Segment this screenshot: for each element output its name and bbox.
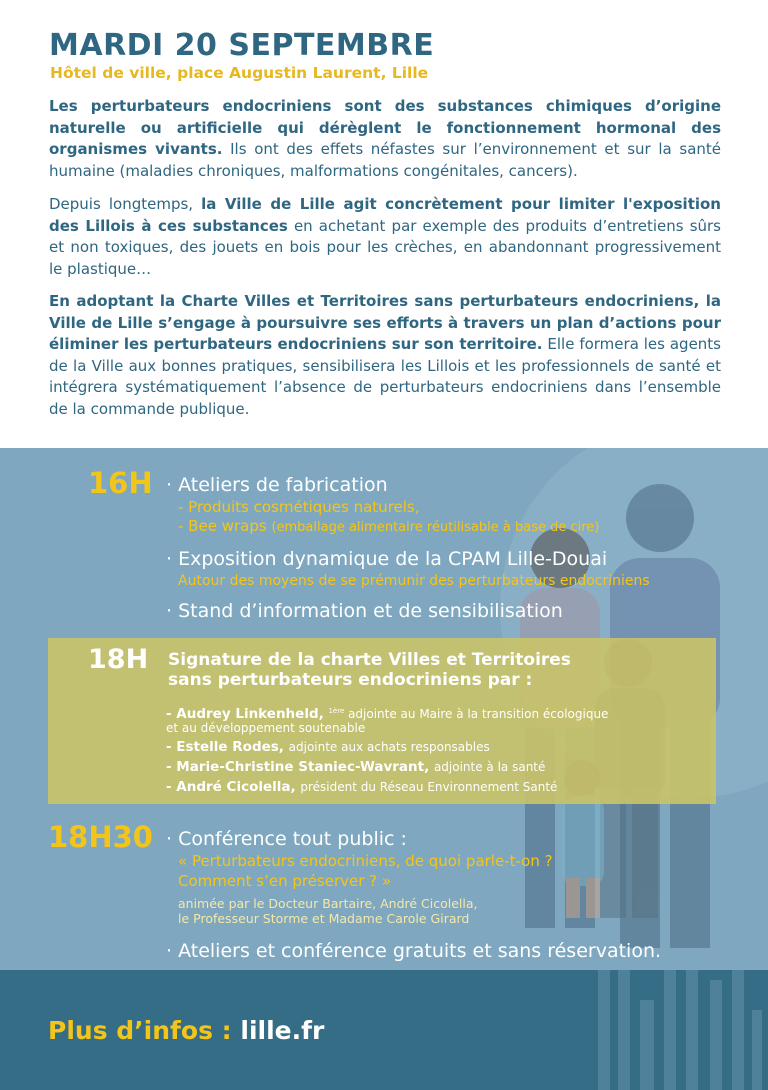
event-location: Hôtel de ville, place Augustin Laurent, Lille — [50, 64, 429, 82]
free-entry-note: · Ateliers et conférence gratuits et sans réservation. — [166, 940, 662, 962]
more-info: Plus d’infos : lille.fr — [48, 1016, 325, 1045]
stand-heading: · Stand d’information et de sensibilisation — [166, 600, 563, 622]
signatory-rodes: - Estelle Rodes, adjointe aux achats responsables — [166, 739, 490, 755]
signatory-linkenheld: - Audrey Linkenheld, $^{1ère}$ adjointe au Maire à la transition écologique et au développement soutenable — [166, 706, 609, 735]
time-18h30: 18H30 — [48, 820, 153, 854]
exhibition-description: Autour des moyens de se prémunir des perturbateurs endocriniens — [178, 573, 650, 589]
intro-paragraph-3: En adoptant la Charte Villes et Territoires sans perturbateurs endocriniens, la Ville de Lille s’engage à poursuivre ses efforts à travers un plan d’actions pour éliminer les perturbateurs endocriniens sur son territoire. Elle formera les agents de la Ville aux bonnes pratiques, sensibilisera les Lillois et les professionnels de santé et intégrera systématiquement l’absence de perturbateurs endocriniens dans l’ensemble de la commande publique. — [49, 292, 722, 418]
conference-title-line2: Comment s’en préserver ? » — [178, 872, 392, 890]
time-18h: 18H — [88, 644, 149, 675]
exhibition-heading: · Exposition dynamique de la CPAM Lille-Douai — [166, 548, 608, 570]
signatory-cicolella: - André Cicolella, président du Réseau Environnement Santé — [166, 779, 558, 795]
workshop-item-cosmetics: - Produits cosmétiques naturels, — [178, 498, 420, 516]
conference-speakers-line2: le Professeur Storme et Madame Carole Girard — [178, 911, 470, 926]
intro-paragraph-2: Depuis longtemps, la Ville de Lille agit concrètement pour limiter l'exposition des Lillois à ces substances en achetant par exemple des produits d’entretiens sûrs et non toxiques, des jouets en bois pour les crèches, en abandonnant progressivement le plastique… — [49, 195, 722, 278]
workshop-item-beewraps: - Bee wraps (emballage alimentaire réutilisable à base de cire) — [178, 517, 600, 535]
conference-speakers-line1: animée par le Docteur Bartaire, André Cicolella, — [178, 896, 478, 911]
workshop-heading: · Ateliers de fabrication — [166, 474, 388, 496]
intro-paragraph-1: Les perturbateurs endocriniens sont des substances chimiques d’origine naturelle ou artificielle qui dérèglent le fonctionnement hormonal des organismes vivants. Ils ont des effets néfastes sur l’environnement et sur la santé humaine (maladies chroniques, malformations congénitales, cancers). — [49, 97, 722, 180]
website-link[interactable]: lille.fr — [240, 1016, 325, 1045]
signature-title: Signature de la charte Villes et Territoires sans perturbateurs endocriniens par : — [168, 650, 571, 690]
signatory-staniec-wavrant: - Marie-Christine Staniec-Wavrant, adjointe à la santé — [166, 759, 546, 775]
conference-heading: · Conférence tout public : — [166, 828, 407, 850]
page-title: MARDI 20 SEPTEMBRE — [49, 28, 435, 63]
conference-title-line1: « Perturbateurs endocriniens, de quoi parle-t-on ? — [178, 852, 553, 870]
time-16h: 16H — [88, 466, 153, 500]
